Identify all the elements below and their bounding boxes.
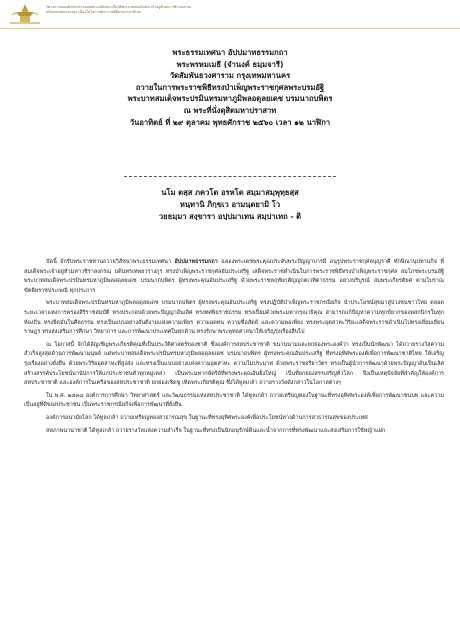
pali-verse-block bbox=[20, 187, 440, 222]
title-line: พระธรรมเทศนา อัปปมาทธรรมกถา bbox=[172, 48, 288, 57]
verse-line: หนฺทานิ ภิกฺขเว อามนฺตยามิ โว bbox=[179, 199, 281, 209]
sermon-name-bold: อัปปมาทธรรมกถา bbox=[174, 259, 218, 265]
royal-emblem-icon bbox=[8, 3, 42, 25]
title-line: วัดสัมพันธวงศาราม กรุงเทพมหานคร bbox=[169, 71, 291, 81]
title-line: พระบาทสมเด็จพระปรมินทรมหาภูมิพลอดุลยเดช บรมนาถบพิตร bbox=[127, 94, 333, 104]
paragraph-1 bbox=[24, 258, 444, 296]
paragraph-1-rest: ฉลองพระเดชพระคุณประดับพระปัญญาบารมี อนุรูปพระราชกุศลบุญราศี ทักษิณานุปทานกิจ ที่สมเด็จพระเจ้าอยู่หัวมหาวชิราลงกรณ บดินทรเทพยวรางกูร ทรงบำเพ็ญพระราชกุศลอันประเสริฐ เสด็จพระราชดำเนินในการพระราชพิธีทรงบำเพ็ญพระราชกุศล สมโภชพระบรมอัฐิ พระบาทสมเด็จพระปรมินทรมหาภูมิพลอดุลยเดช บรมนาถบพิตร ผู้ทรงพระคุณอันประเสริฐ ด้วยพระราชหฤทัยกตัญญูกตเวทิตาธรรม อย่างบริบูรณ์ สมพระเกียรติยศ ตามโบราณขัตติยราชประเพณี ทุกประการ bbox=[24, 259, 445, 294]
paragraph-3: ณ โอกาสนี้ จักได้อัญเชิญพระเกียรติคุณที่เป็นประวัติศาสตร์ของชาติ ซึ่งองค์การสหประชาชาติ ขนานนามและยกย่องพระองค์ว่า ทรงเป็นนักพัฒนา ได้ถวายรางวัลความสำเร็จสูงสุดด้านการพัฒนามนุษย์ แด่พระบาทสมเด็จพระปรมินทรมหาภูมิพลอดุลยเดช บรมนาถบพิตร ผู้ทรงพระคุณอันประเสริฐ ที่ทรงอุทิศพระองค์เพื่อการพัฒนาชาติไทย ให้เจริญรุ่งเรืองอย่างยั่งยืน ด้วยพระวิริยอุตสาหะที่สูงส่ง และทรงเป็นแบบอย่างแห่งความอุตสาหะ ความไม่ประมาท ด้วยพระราชจริยาวัตร ทรงเป็นผู้นำการพัฒนาด้วยพระปัญญาอันเป็นเลิศ สร้างสรรค์ประโยชน์นานัปการให้แก่ประชาชนทั่วทุกหมู่เหล่า เป็นพระมหากษัตริย์ที่ทรงพระคุณอันยิ่งใหญ่ เป็นที่ยกย่องสรรเสริญทั่วโลก จึงเป็นเหตุปัจจัยที่สำคัญให้องค์การสหประชาชาติ และองค์การในเครือของสหประชาชาติ ยกย่องเชิดชู เทิดพระเกียรติคุณ ซึ่งได้ทูลเกล้า ถวายรางวัลดังกล่าวในโอกาสต่างๆ bbox=[24, 341, 444, 387]
verse-line: วยธมฺมา สงฺขารา อปฺปมาเทน สมฺปาเทถ - ติ bbox=[158, 211, 302, 221]
paragraph-5: องค์การอนามัยโลก ได้ทูลเกล้า ถวายเหรียญทองสาธารณสุข ในฐานะที่ทรงอุทิศพระองค์เพื่อประโยชน์ทางด้านการสาธารณสุขของประเทศ bbox=[46, 414, 368, 421]
header-text bbox=[46, 5, 436, 15]
paragraph-6: สหภาพนานาชาติ ได้ทูลเกล้า ถวายรางวัลแห่งความสำเร็จ ในฐานะที่ทรงเป็นนักอนุรักษ์ดินและน้ำจากการที่ทรงพัฒนาและส่งเสริมการใช้หญ้าแฝก bbox=[46, 427, 386, 434]
paragraph-2: พระบาทสมเด็จพระปรมินทรมหาภูมิพลอดุลยเดช บรมนาถบพิตร ผู้ทรงพระคุณอันประเสริฐ ทรงปฏิบัติบำเพ็ญพระราชกรณียกิจ นำประโยชน์สุขมาสู่ปวงชนชาวไทย ตลอดระยะเวลาแห่งการครองสิริราชสมบัติ ทรงประกอบด้วยพระปัญญาอันเลิศ ทรงทศพิธราชธรรม ทรงเปี่ยมด้วยพระมหากรุณาธิคุณ สามารถแก้ปัญหาความทุกข์ยากของพสกนิกรในทุกท้องถิ่น ทรงยึดมั่นในศีลธรรม ทรงเป็นแบบอย่างอันดีงามแห่งความเพียร ความอดทน ความซื่อสัตย์ และความพอเพียง ทรงพระอุตสาหะวิริยะเสด็จพระราชดำเนินไปทรงเยี่ยมเยียนราษฎร ทรงส่งเสริมการศึกษา วิทยาการ และการพัฒนาประเทศในทุกด้าน ทรงรักษาพระพุทธศาสนาให้เจริญรุ่งเรืองสืบไป bbox=[24, 300, 444, 336]
title-line: ถวายในการพระราชพิธีทรงบำเพ็ญพระราชกุศลพระบรมอัฐิ bbox=[135, 82, 325, 92]
title-line: ณ พระที่นั่งดุสิตมหาปราสาท bbox=[183, 105, 277, 115]
header-line-1: โครงการเผยแพร่พระธรรมเทศนาเฉลิมพระเกียรติพระบาทสมเด็จพระเจ้าอยู่หัวมหาวชิราลงกรณ bbox=[46, 5, 192, 9]
sermon-body bbox=[24, 258, 444, 439]
sermon-title-block bbox=[20, 47, 440, 128]
paragraph-1-lead: บัดนี้ จักรับพระราชทานถวายวิสัชนาพระธรรมเทศนา bbox=[46, 259, 172, 265]
verse-line: นโม ตสฺส ภควโต อรหโต สมฺมาสมฺพุทฺธสฺส bbox=[161, 188, 299, 197]
section-divider bbox=[124, 176, 336, 177]
paragraph-4: ใน พ.ศ. ๒๕๓๘ องค์การการศึกษา วิทยาศาสตร์ และวัฒนธรรมแห่งสหประชาชาติ ได้ทูลเกล้า ถวายเหรียญทองในฐานะที่ทรงอุทิศพระองค์เพื่อการพัฒนาชนบท และความเป็นอยู่ที่ดีของประชาชน เป็นพระราชกรณียกิจเพื่อการพัฒนาที่ยั่งยืน bbox=[24, 392, 444, 409]
title-line: พระพรหมเมธี (จำนงค์ ธมฺมจารี) bbox=[176, 59, 284, 69]
title-line: วันอาทิตย์ ที่ ๒๙ ตุลาคม พุทธศักราช ๒๕๖๐ เวลา ๑๒ นาฬิกา bbox=[129, 117, 331, 127]
header-line-2: บดินทรเทพยวรางกูร เนื่องในโอกาสพระราชพิธีบรมราชาภิเษก bbox=[46, 10, 142, 14]
document-header bbox=[0, 0, 460, 29]
